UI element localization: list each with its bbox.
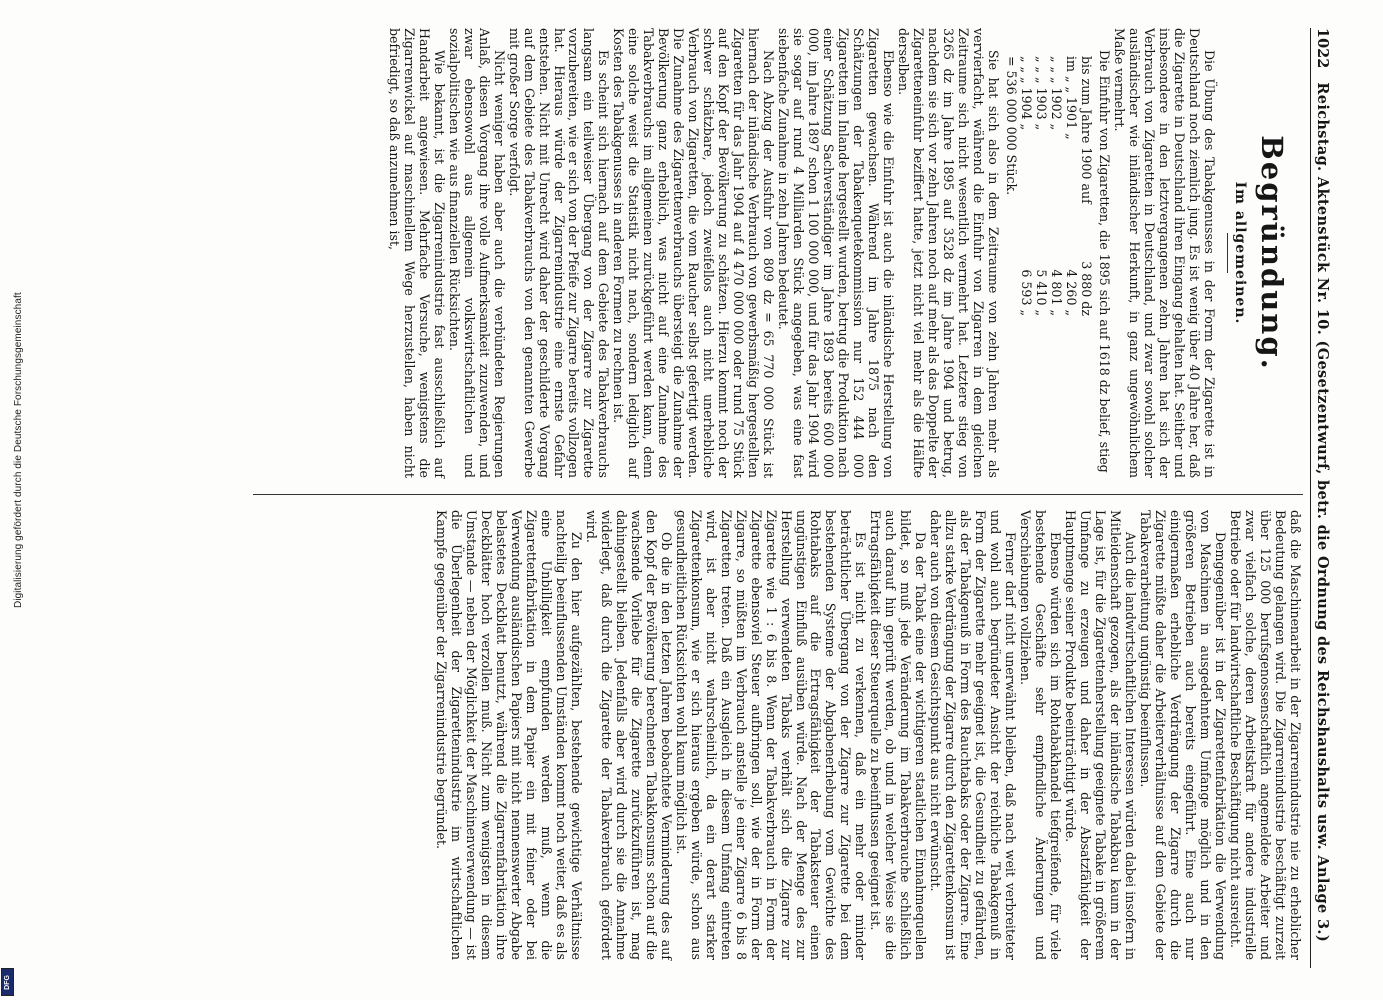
header-text: Reichstag. Aktenstück Nr. 10. (Gesetzentwurf, betr. die Ordnung des Reichshaushalts usw. Anlage 3.) xyxy=(1313,82,1331,943)
funding-note: Digitalisierung gefördert durch die Deutsche Forschungsgemeinschaft xyxy=(13,292,24,608)
paragraph: Es ist nicht zu verkennen, daß ein mehr oder minder beträchtlicher Übergang von der Zigarre zur Zigarette bei dem bestehenden Systeme der Abgabenerhebung vom Gewichte des Rohtabaks auf die Ertragsfähigkeit der Tabaksteuer einen ungünstigen Einfluß ausüben würde. Nach der Menge des zur Herstellung verwendeten Tabaks verhält sich die Zigarre zur Zigarette wie 1 : 6 bis 8. Wenn der Tabakverbrauch in Form der Zigarette ebensoviel Steuer aufbringen soll, wie der in Form der Zigarre, so müßten im Verbrauch anstelle je einer Zigarre 6 bis 8 Zigaretten treten. Daß ein Ausgleich in diesem Umfang eintreten wird, ist aber nicht wahrscheinlich, da ein derart starker Zigarettenkonsum, wie er sich hieraus ergeben würde, schon aus gesundheitlichen Rücksichten wohl kaum möglich ist. xyxy=(673,510,869,960)
figure-label: „ „ „ 1903 „ xyxy=(1034,56,1050,131)
paragraph: Ob die in den letzten Jahren beobachtete Verminderung des auf den Kopf der Bevölkerung berechneten Tabakkonsums schon auf die wachsende Vorliebe für die Zigarette zurückzuführen ist, mag dahingestellt bleiben. Jedenfalls aber wird durch sie die Annahme widerlegt, daß durch die Zigarette der Tabakverbrauch gefördert wird. xyxy=(583,510,674,960)
paragraph: Die Übung des Tabakgenusses in der Form der Zigarette ist in Deutschland noch ziemlich jung. Es ist wenig über 40 Jahre her, daß die Zigarette in Deutschland ihren Eingang gehalten hat. Seither und insbesondere in den letztvergangenen zehn Jahren hat sich der Verbrauch von Zigaretten in Deutschland, und zwar sowohl solcher ausländischer wie inländischer Herkunft, in ganz ungewöhnlichem Maße vermehrt. xyxy=(1111,28,1217,478)
paragraph: Die Einfuhr von Zigaretten, die 1895 sich auf 1618 dz belief, stieg xyxy=(1096,50,1112,473)
figure-value: 4 260 „ xyxy=(1063,269,1079,316)
figure-label: „ „ „ 1904 „ xyxy=(1019,56,1035,131)
left-column xyxy=(387,28,1303,478)
paragraph: Demgegenüber ist in der Zigarettenfabrikation die Verwendung von Maschinen in ausgedehntem Umfange möglich und in den größeren Betrieben auch bereits eingeführt. Eine auch nur einigermaßen erhebliche Verdrängung der Zigarre durch die Zigarette müßte daher die Arbeiterverhältnisse auf dem Gebiete der Tabakverarbeitung ungünstig beeinflussen. xyxy=(1138,510,1229,960)
figure-label: „ „ „ 1902 „ xyxy=(1049,56,1064,131)
section-subtitle: Im allgemeinen. xyxy=(1232,181,1249,325)
paragraph: Es scheint sich hiernach auf dem Gebiete des Tabakverbrauchs langsam ein teilweiser Übergang von der Zigarre zur Zigarette vorzubereiten, wie er sich von der Pfeife zur Zigarre bereits vollzogen hat. Hieraus würde der Zigarrenindustrie eine ernste Gefahr entstehen. Nicht mit Unrecht wird daher der geschilderte Vorgang auf dem Gebiete des Tabakverbrauchs von den genannten Gewerbe mit großer Sorge verfolgt. xyxy=(506,28,612,478)
paragraph: Ferner darf nicht unerwähnt bleiben, daß nach weit verbreiteter und wohl auch begründeter Ansicht der reichliche Tabakgenuß in Form der Zigarette mehr geeignet ist, die Gesundheit zu gefährden, als der Tabakgenuß in Form des Rauchtabaks oder der Zigarre. Eine allzu starke Verdrängung der Zigarre durch den Zigarettenkonsum ist daher auch von diesem Gesichtspunkt aus nicht erwünscht. xyxy=(928,510,1019,960)
paragraph: Da der Tabak eine der wichtigeren staatlichen Einnahmequellen bildet, so muß jede Veränderung im Tabakverbrauche schließlich auch darauf hin geprüft werden, ob und in welcher Weise sie die Ertragsfähigkeit dieser Steuerquelle zu beeinflussen geeignet ist. xyxy=(868,510,929,960)
paragraph: Ebenso würden sich im Rohtabakhandel tiefgreifende, für viele bestehende Geschäfte sehr empfindliche Änderungen und Verschiebungen vollziehen. xyxy=(1018,510,1064,960)
paragraph: Auch die landwirtschaftlichen Interessen würden dabei insofern in Mitleidenschaft gezogen, als der inländische Tabakbau kaum in der Lage ist, für die Zigarettenherstellung geeignete Tabake in größerem Umfange zu erzeugen und daher in der Absatzfähigkeit der Hauptmenge seiner Produkte beeinträchtigt würde. xyxy=(1063,510,1139,960)
figure-value: 3 880 dz xyxy=(1078,261,1094,316)
logo-text: DFG xyxy=(4,974,11,990)
figure-value: 4 801 „ xyxy=(1049,269,1064,316)
right-column xyxy=(434,510,1303,960)
paragraph: daß die Maschinenarbeit in der Zigarrenindustrie nie zu erheblicher Bedeutung gelangen wird. Die Zigarrenindustrie beschäftigt zurzeit über 125 000 berufsgenossenschaftlich angemeldete Arbeiter und zwar vielfach solche, deren Arbeitskraft für andere industrielle Betriebe oder für landwirtschaftliche Beschäftigung nicht ausreicht. xyxy=(1228,510,1303,960)
figure-row xyxy=(1079,56,1094,316)
figure-row xyxy=(1019,56,1034,316)
digitization-sidebar xyxy=(0,0,24,1000)
paragraph: Nicht weniger haben aber auch die verbündeten Regierungen Anlaß, diesen Vorgang ihre volle Aufmerksamkeit zuzuwenden, und zwar ebensowohl aus allgemein volkswirtschaftlichen und sozialpolitischen wie aus finanziellen Rücksichten. xyxy=(446,28,507,478)
figure-row xyxy=(1049,56,1064,316)
running-header xyxy=(1310,28,1333,968)
column-divider xyxy=(253,494,1303,495)
figure-label: im „ „ 1901 „ xyxy=(1063,56,1079,140)
rotated-document-page xyxy=(88,28,1333,968)
figure-row xyxy=(1064,56,1079,316)
dfg-logo-icon xyxy=(1,968,14,996)
figure-label: = 536 000 000 Stück. xyxy=(1004,56,1020,196)
title-rule xyxy=(1227,233,1228,273)
figure-label: bis zum Jahre 1900 auf xyxy=(1078,56,1094,204)
document-title: Begründung. xyxy=(1255,135,1289,371)
paragraph: Nach Abzug der Ausfuhr von 809 dz = 65 770 000 Stück ist hiernach der inländische Verbrauch von gewerbsmäßig hergestellten Zigaretten für das Jahr 1904 auf 4 470 000 000 oder rund 75 Stück auf den Kopf der Bevölkerung zu schätzen. Hierzu kommt noch der schwer schätzbare, jedoch zweifellos auch nicht unerhebliche Verbrauch von Zigaretten, die vom Raucher selbst gefertigt werden. Die Zunahme des Zigarettenverbrauchs übersteigt die Zunahme der Bevölkerung ganz erheblich, was nicht auf eine Zunahme des Tabakverbrauchs im allgemeinen zurückgeführt werden kann, denn eine solche weist die Statistik nicht nach, sondern lediglich auf Kosten des Tabakgenusses in anderen Formen zu rechnen ist. xyxy=(611,28,777,478)
page-number: 1022 xyxy=(1313,28,1331,69)
figure-row xyxy=(1004,56,1019,316)
paragraph: Sie hat sich also in dem Zeitraume von zehn Jahren mehr als vervierfacht, während die Einfuhr von Zigarren in dem gleichen Zeitraume sich nicht wesentlich vermehrt hat. Letztere stieg von 3265 dz im Jahre 1895 auf 3528 dz im Jahre 1904 und betrug, nachdem sie sich vor zehn Jahren noch auf mehr als das Doppelte der Zigaretteneinfuhr beziffert hatte, jetzt nicht viel mehr als die Hälfte derselben. xyxy=(896,28,1002,478)
paragraph: Ebenso wie die Einfuhr ist auch die inländische Herstellung von Zigaretten gewachsen. Während im Jahre 1875 nach den Schätzungen der Tabakenquetekommission nur 152 444 000 Zigaretten im Inlande hergestellt wurden, betrug die Produktion nach einer Schätzung Sachverständiger im Jahre 1893 bereits 600 000 000, im Jahre 1897 schon 1 100 000 000, und für das Jahr 1904 wird sie sogar auf rund 4 Milliarden Stück angegeben, was eine fast siebenfache Zunahme in zehn Jahren bedeutet. xyxy=(776,28,897,478)
figure-value: 5 410 „ xyxy=(1034,269,1050,316)
paragraph: Zu den hier aufgezählten, bestehende gewichtige Verhältnisse nachteilig beeinflussenden Umständen kommt noch weiter, daß es als eine Unbilligkeit empfunden werden muß, wenn die Zigarettenfabrikation in dem Papier ein mit feiner oder bei Verwendung ausländischen Papiers mit nicht nennenswerter Abgabe belastetes Deckblatt benutzt, während die Zigarrenfabrikation ihre Deckblätter hoch verzollen muß. Nicht zum wenigsten in diesem Umstande — neben der Möglichkeit der Maschinenverwendung — ist die Überlegenheit der Zigarettenindustrie im wirtschaftlichen Kampfe gegenüber der Zigarrenindustrie begründet. xyxy=(433,510,584,960)
figure-row xyxy=(1034,56,1049,316)
figure-value: 6 593 „ xyxy=(1019,269,1035,316)
import-figures xyxy=(1004,56,1094,316)
paragraph: Wie bekannt, ist die Zigarrenindustrie fast ausschließlich auf Handarbeit angewiesen. Mehrfache Versuche, wenigstens die Zigarrenwickel auf maschinellem Wege herzustellen, haben nicht befriedigt, so daß anzunehmen ist, xyxy=(386,28,447,478)
